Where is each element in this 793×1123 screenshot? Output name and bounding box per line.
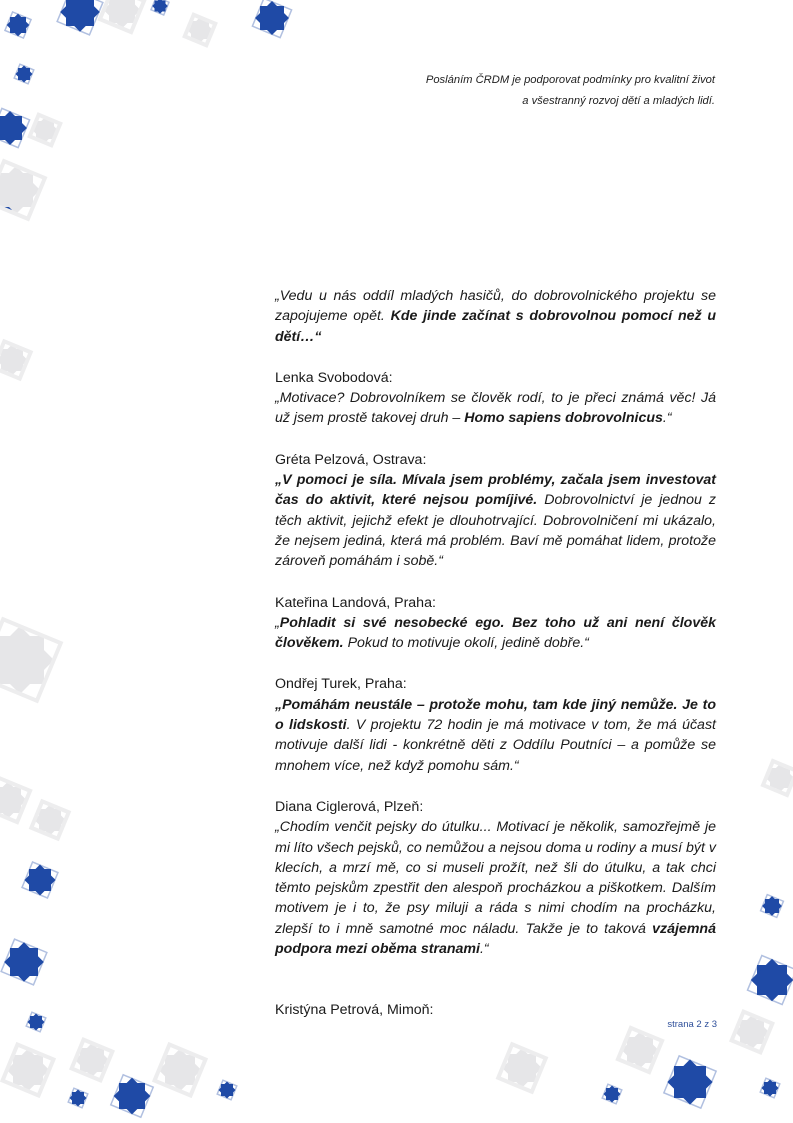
quote-highlight: „Pomáhám neustále – protože mohu, tam kde jiný nemůže. Je to o lidskosti — [275, 696, 716, 734]
gray-star-ornament — [30, 115, 61, 146]
gray-star-ornament — [155, 1045, 206, 1096]
page-header-motto — [295, 70, 715, 112]
blue-star-ornament — [68, 1088, 88, 1108]
quote-text: „ — [275, 614, 280, 631]
quote-highlight: vzájemná podpora mezi oběma stranami — [275, 920, 716, 958]
testimonial-author: Kateřina Landová, Praha: — [275, 594, 436, 611]
quote-highlight: Homo sapiens dobrovolnicus — [464, 410, 663, 427]
testimonial-author: Gréta Pelzová, Ostrava: — [275, 451, 427, 468]
gray-star-ornament — [100, 0, 144, 32]
motto-line-1: Posláním ČRDM je podporovat podmínky pro kvalitní život — [425, 74, 715, 86]
page-number: strana 2 z 3 — [667, 1019, 717, 1030]
blue-star-ornament — [664, 1056, 716, 1108]
gray-star-ornament — [0, 341, 31, 378]
quote-text: . V projektu 72 hodin je má motivace v tom, že má účast motivuje další lidi - konkrétně děti z Oddílu Poutníci – a pomůže se mnohem více, než když pomohu sám.“ — [275, 717, 716, 774]
testimonial-quote — [275, 817, 716, 959]
gray-star-ornament — [0, 778, 30, 822]
testimonial-quote — [275, 613, 716, 654]
testimonial-author: Ondřej Turek, Praha: — [275, 676, 407, 693]
testimonial-author: Lenka Svobodová: — [275, 369, 393, 386]
gray-star-ornament — [0, 161, 45, 219]
quote-text: .“ — [662, 410, 672, 427]
testimonial-author: Kristýna Petrová, Mimoň: — [275, 1002, 434, 1019]
quote-highlight: „V pomoci je síla. Mívala jsem problémy, začala jsem investovat čas do aktivit, které nejsou pomíjivé. — [275, 472, 716, 509]
quote-text: „Chodím venčit pejsky do útulku... Motivací je několik, samozřejmě je mi líto všech pejsků, co nemůžou a nejsou doma u rodiny a musí být v klecích, a mrzí mě, co si museli prožít, než šli do útulku, a tak chci těmto pejskům zpestřit den alespoň procházkou a piškotkem. Dalším motivem je i to, že psy miluji a ráda s nimi chodím na procházku, zlepší to i mně samotné moc náladu. Takže je to taková — [275, 819, 716, 937]
testimonial-author: Diana Ciglerová, Plzeň: — [275, 798, 424, 815]
gray-star-ornament — [498, 1044, 546, 1092]
testimonial-quote — [275, 286, 716, 347]
motto-line-2: a všestranný rozvoj dětí a mladých lidí. — [522, 95, 715, 107]
testimonial-quote — [275, 388, 716, 429]
blue-star-ornament — [5, 12, 31, 38]
blue-star-ornament — [760, 1078, 780, 1098]
blue-star-ornament — [761, 895, 784, 918]
gray-star-ornament — [618, 1028, 662, 1072]
blue-star-ornament — [217, 1080, 237, 1100]
blue-star-ornament — [57, 0, 103, 35]
gray-star-ornament — [763, 761, 793, 795]
quote-text: „Motivace? Dobrovolníkem se člověk rodí, to je přeci známá věc! Já už jsem prostě takovej druh – — [275, 390, 716, 427]
quote-highlight: Pohladit si své nesobecké ego. Bez toho už ani není člověk člověkem. — [275, 614, 716, 652]
blue-star-ornament — [22, 862, 58, 898]
testimonial-quote — [275, 470, 716, 571]
blue-star-ornament — [602, 1084, 622, 1104]
quote-text: .“ — [479, 941, 489, 958]
gray-star-ornament — [0, 619, 61, 701]
blue-star-ornament — [14, 64, 34, 84]
gray-star-ornament — [732, 1012, 773, 1053]
blue-star-ornament — [26, 1012, 46, 1032]
gray-star-ornament — [3, 1045, 54, 1096]
quote-text: Dobrovolnictví je jednou z těch aktivit, jejichž efekt je dlouhotrvající. Dobrovolničení mi ukázalo, že nejsem jediná, která má problém. Baví mě pomáhat lidem, protože zároveň pomáhám i sobě.“ — [275, 492, 717, 570]
testimonials — [275, 286, 716, 1021]
gray-star-ornament — [31, 801, 68, 838]
testimonial-quote — [275, 695, 716, 776]
blue-star-ornament — [252, 0, 291, 38]
blue-star-ornament — [1, 939, 47, 985]
quote-text: „Vedu u nás oddíl mladých hasičů, do dobrovolnického projektu se zapojujeme opět. — [275, 288, 716, 325]
gray-star-ornament — [185, 15, 216, 46]
blue-star-ornament — [748, 956, 793, 1005]
quote-highlight: Kde jinde začínat s dobrovolnou pomocí než u dětí…“ — [275, 308, 717, 345]
gray-star-ornament — [72, 1040, 113, 1081]
blue-star-ornament — [151, 0, 169, 15]
quote-text: Pokud to motivuje okolí, jedině dobře.“ — [343, 635, 589, 652]
blue-star-ornament — [111, 1075, 153, 1117]
blue-star-ornament — [0, 108, 30, 147]
